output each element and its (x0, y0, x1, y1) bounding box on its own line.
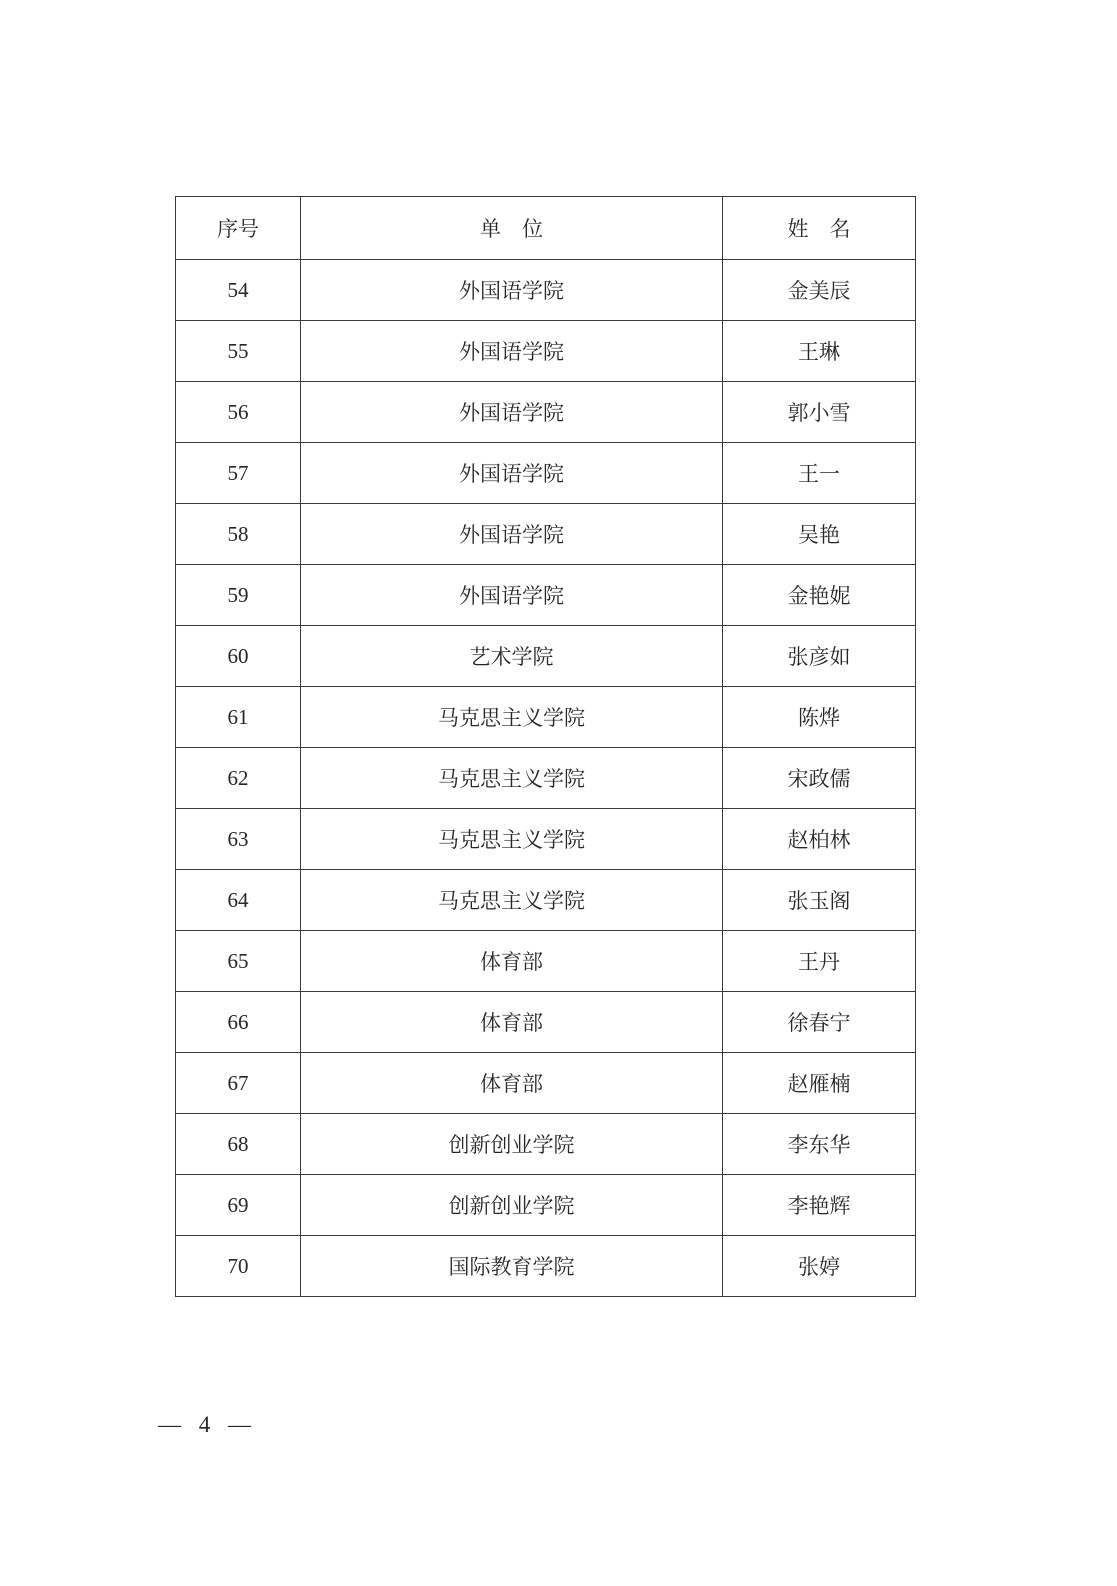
cell-unit: 国际教育学院 (301, 1236, 723, 1297)
cell-serial-number: 69 (176, 1175, 301, 1236)
table-row (176, 992, 916, 1053)
cell-unit: 艺术学院 (301, 626, 723, 687)
cell-serial-number: 67 (176, 1053, 301, 1114)
cell-unit: 外国语学院 (301, 321, 723, 382)
cell-name: 宋政儒 (723, 748, 916, 809)
cell-serial-number: 62 (176, 748, 301, 809)
cell-unit: 创新创业学院 (301, 1114, 723, 1175)
cell-serial-number: 54 (176, 260, 301, 321)
cell-serial-number: 70 (176, 1236, 301, 1297)
cell-unit: 体育部 (301, 931, 723, 992)
cell-name: 陈烨 (723, 687, 916, 748)
cell-name: 张彦如 (723, 626, 916, 687)
table-body (176, 260, 916, 1297)
cell-unit: 马克思主义学院 (301, 748, 723, 809)
table-row (176, 626, 916, 687)
table-row (176, 321, 916, 382)
cell-serial-number: 61 (176, 687, 301, 748)
table-row (176, 931, 916, 992)
table-row (176, 443, 916, 504)
cell-unit: 马克思主义学院 (301, 870, 723, 931)
cell-unit: 马克思主义学院 (301, 809, 723, 870)
cell-name: 王琳 (723, 321, 916, 382)
header-name: 姓 名 (723, 197, 916, 260)
cell-unit: 体育部 (301, 992, 723, 1053)
cell-name: 郭小雪 (723, 382, 916, 443)
cell-unit: 创新创业学院 (301, 1175, 723, 1236)
table-row (176, 809, 916, 870)
cell-serial-number: 68 (176, 1114, 301, 1175)
table-row (176, 260, 916, 321)
cell-serial-number: 59 (176, 565, 301, 626)
cell-unit: 外国语学院 (301, 260, 723, 321)
cell-name: 张婷 (723, 1236, 916, 1297)
cell-serial-number: 64 (176, 870, 301, 931)
cell-name: 王一 (723, 443, 916, 504)
header-serial-number: 序号 (176, 197, 301, 260)
cell-unit: 外国语学院 (301, 565, 723, 626)
cell-serial-number: 58 (176, 504, 301, 565)
table-row (176, 504, 916, 565)
header-unit: 单 位 (301, 197, 723, 260)
cell-name: 李东华 (723, 1114, 916, 1175)
table-header-row (176, 197, 916, 260)
table-row (176, 382, 916, 443)
page-number: — 4 — (158, 1412, 257, 1437)
cell-serial-number: 65 (176, 931, 301, 992)
table-row (176, 1175, 916, 1236)
cell-name: 李艳辉 (723, 1175, 916, 1236)
cell-name: 金艳妮 (723, 565, 916, 626)
table-row (176, 1053, 916, 1114)
cell-name: 王丹 (723, 931, 916, 992)
table-row (176, 1114, 916, 1175)
cell-unit: 体育部 (301, 1053, 723, 1114)
cell-unit: 外国语学院 (301, 443, 723, 504)
table-row (176, 687, 916, 748)
cell-serial-number: 63 (176, 809, 301, 870)
cell-serial-number: 57 (176, 443, 301, 504)
roster-table (175, 196, 916, 1297)
cell-unit: 马克思主义学院 (301, 687, 723, 748)
table-row (176, 565, 916, 626)
cell-name: 赵柏林 (723, 809, 916, 870)
cell-name: 张玉阁 (723, 870, 916, 931)
table-row (176, 870, 916, 931)
cell-serial-number: 55 (176, 321, 301, 382)
cell-serial-number: 56 (176, 382, 301, 443)
table-row (176, 748, 916, 809)
cell-name: 赵雁楠 (723, 1053, 916, 1114)
cell-name: 徐春宁 (723, 992, 916, 1053)
cell-serial-number: 66 (176, 992, 301, 1053)
cell-name: 吴艳 (723, 504, 916, 565)
cell-name: 金美辰 (723, 260, 916, 321)
cell-serial-number: 60 (176, 626, 301, 687)
cell-unit: 外国语学院 (301, 382, 723, 443)
table-row (176, 1236, 916, 1297)
cell-unit: 外国语学院 (301, 504, 723, 565)
